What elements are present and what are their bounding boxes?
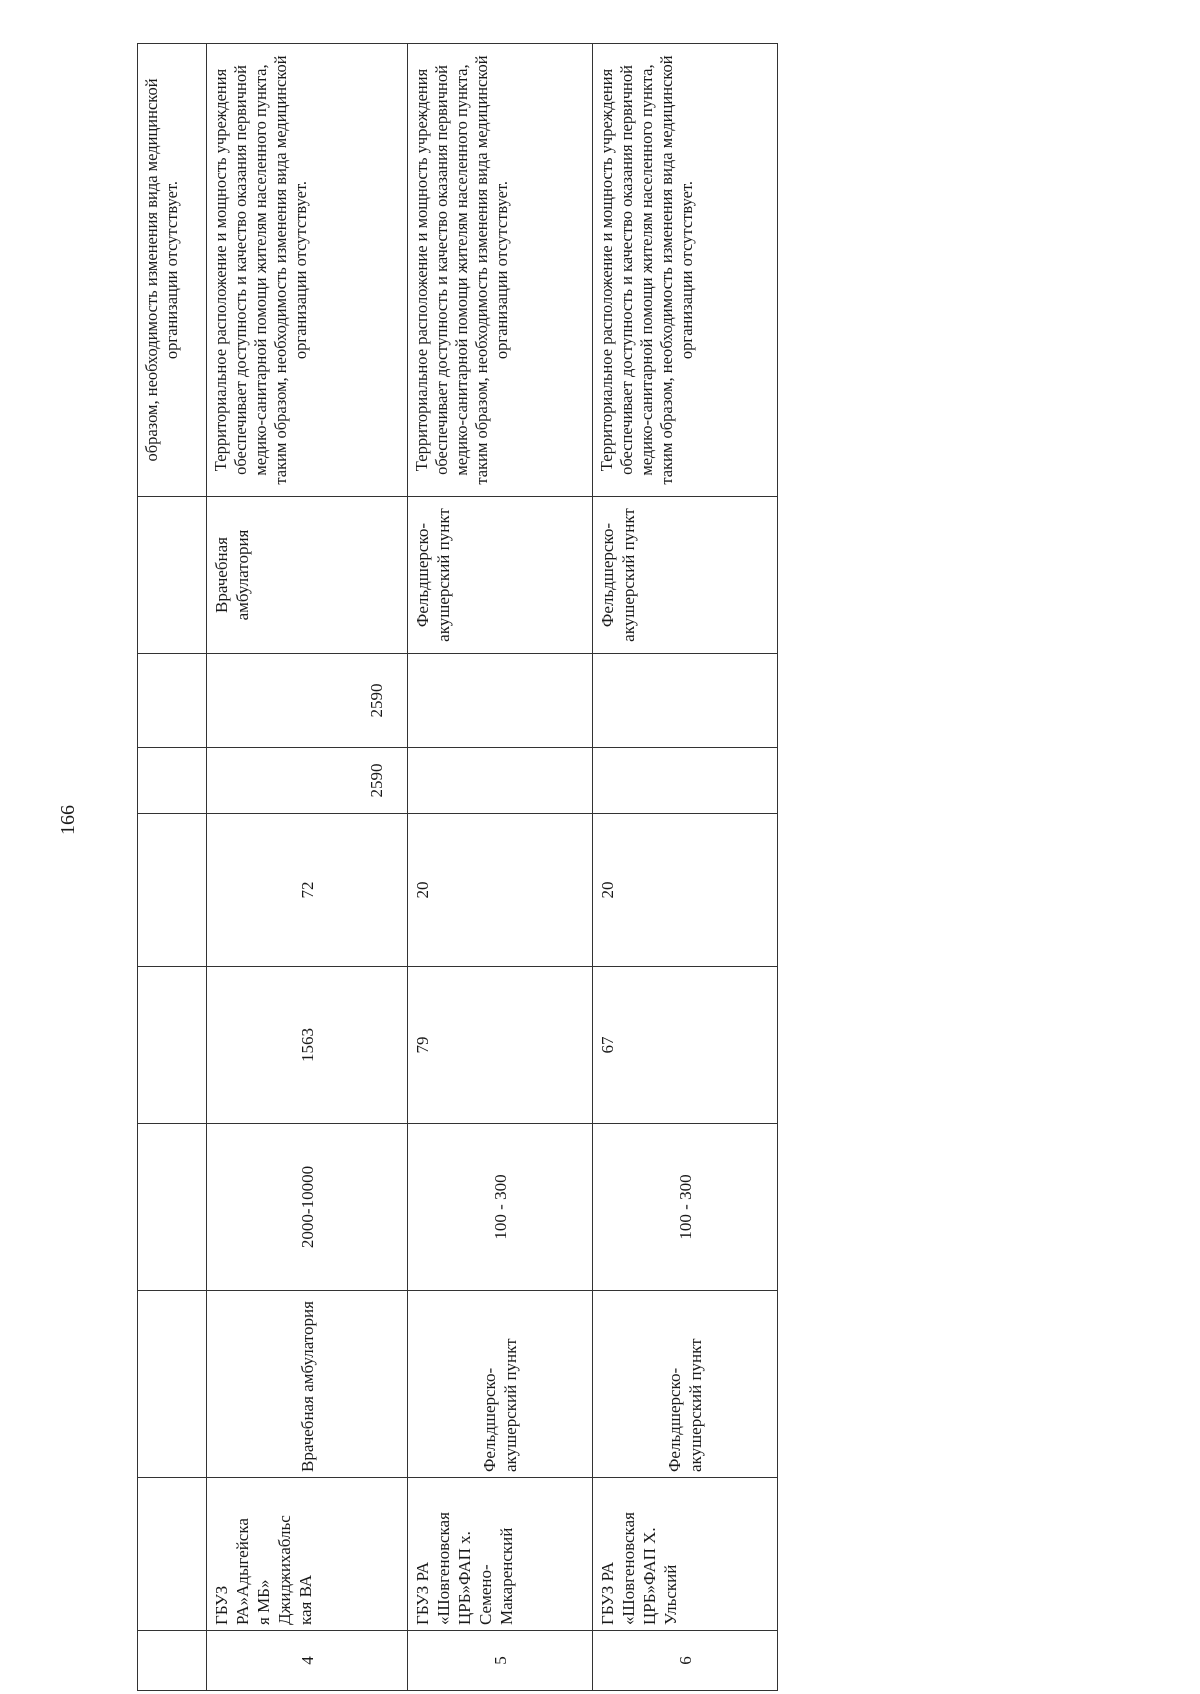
row-number: 6 (593, 1631, 778, 1691)
conclusion: Территориальное расположение и мощность учреждения обеспечивает доступность и качество оказания первичной медико-санитарной помощи жителям населенного пункта, таким образом, необходимость изменения вида медицинской организации отсутствует. (593, 44, 778, 497)
table-row-continuation (138, 44, 207, 1691)
facility-name: ГБУЗ РА»Адыгейска я МБ» Джиджихабльс кая ВА (207, 1478, 408, 1631)
facility-type: Фельдшерско-акушерский пункт (593, 1291, 778, 1478)
distance: 72 (207, 814, 408, 967)
facility-type: Фельдшерско-акушерский пункт (408, 1291, 593, 1478)
value-1: 2590 (207, 748, 408, 814)
value-2 (408, 654, 593, 748)
table-row (207, 44, 408, 1691)
distance: 20 (593, 814, 778, 967)
continuation-note: образом, необходимость изменения вида медицинской организации отсутствует. (138, 44, 207, 497)
facility-name: ГБУЗ РА «Шовгеновская ЦРБ»ФАП Х. Ульский (593, 1478, 778, 1631)
value-1 (593, 748, 778, 814)
recommended-type: Фельдшерско-акушерский пункт (593, 497, 778, 654)
rotated-table-container (137, 44, 766, 1691)
population: 67 (593, 967, 778, 1124)
population: 1563 (207, 967, 408, 1124)
row-number: 4 (207, 1631, 408, 1691)
conclusion: Территориальное расположение и мощность учреждения обеспечивает доступность и качество оказания первичной медико-санитарной помощи жителям населенного пункта, таким образом, необходимость изменения вида медицинской организации отсутствует. (408, 44, 593, 497)
page-number: 166 (57, 805, 79, 835)
value-2 (593, 654, 778, 748)
table-row (593, 44, 778, 1691)
recommended-type: Врачебная амбулатория (207, 497, 408, 654)
row-number: 5 (408, 1631, 593, 1691)
facility-name: ГБУЗ РА «Шовгеновская ЦРБ»ФАП х. Семено- Макаренский (408, 1478, 593, 1631)
table-row (408, 44, 593, 1691)
distance: 20 (408, 814, 593, 967)
population-range: 100 - 300 (408, 1124, 593, 1291)
value-2: 2590 (207, 654, 408, 748)
conclusion: Территориальное расположение и мощность учреждения обеспечивает доступность и качество оказания первичной медико-санитарной помощи жителям населенного пункта, таким образом, необходимость изменения вида медицинской организации отсутствует. (207, 44, 408, 497)
population: 79 (408, 967, 593, 1124)
population-range: 100 - 300 (593, 1124, 778, 1291)
population-range: 2000-10000 (207, 1124, 408, 1291)
value-1 (408, 748, 593, 814)
facility-type: Врачебная амбулатория (207, 1291, 408, 1478)
recommended-type: Фельдшерско-акушерский пункт (408, 497, 593, 654)
facilities-table (137, 43, 778, 1691)
